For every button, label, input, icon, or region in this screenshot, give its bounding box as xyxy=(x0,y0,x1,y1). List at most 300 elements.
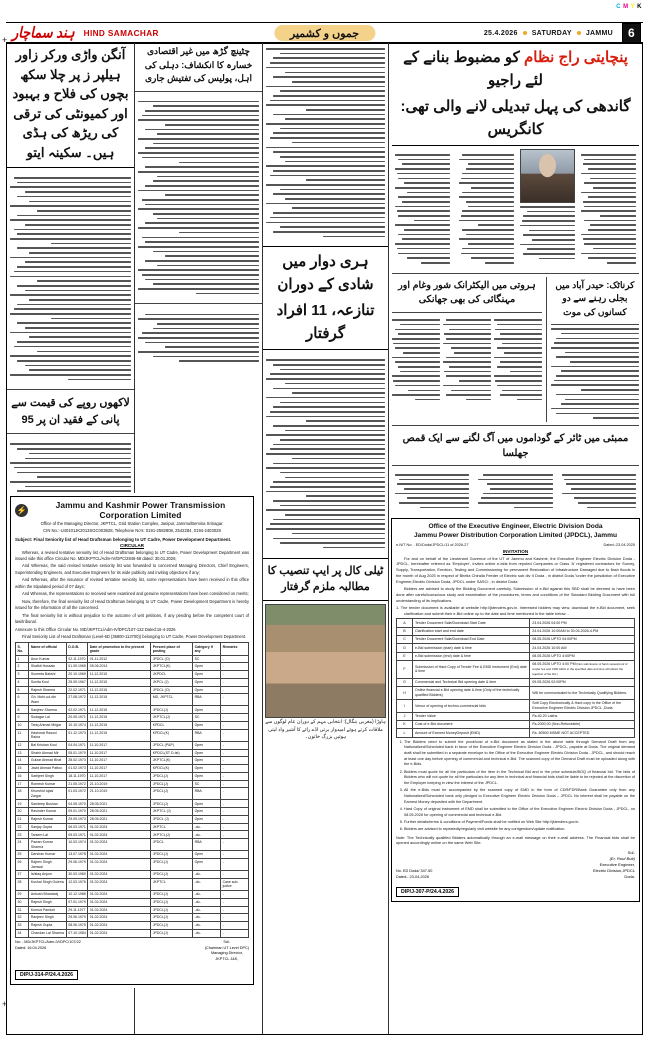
table-cell-1: Sandeep Bushan xyxy=(29,800,66,808)
table-cell-0: 19 xyxy=(16,800,29,808)
table-cell-0: 14 xyxy=(16,757,29,765)
table-cell-0: 6 xyxy=(16,694,29,706)
rule xyxy=(392,465,639,466)
table-cell-1: Kumud Pandoh xyxy=(29,906,66,914)
table-cell-5: -do- xyxy=(193,823,221,831)
table-cell-3: 01.02.2024 xyxy=(88,922,151,930)
table-row xyxy=(16,765,249,773)
lead-story-portrait-photo xyxy=(520,149,575,203)
table-cell-1: Gulzar Ahmad Bhat xyxy=(29,757,66,765)
table-cell-1: Javid Ahmad Pattoo xyxy=(29,765,66,773)
table-cell-6: - xyxy=(221,906,249,914)
lead-headline-line1 xyxy=(392,45,639,94)
jkptcl-footer xyxy=(15,940,249,963)
tender-term-6: 6. Bidders are advised to repeatedly/regularly visit website for any corrigendum/update notification. xyxy=(404,827,635,833)
table-row xyxy=(16,831,249,839)
table-cell-5: -do- xyxy=(193,878,221,890)
masthead-edition-badge: جموں و کشمیر xyxy=(274,25,375,41)
table-cell-2: 20.10.1969 xyxy=(66,671,88,679)
table-cell-1: Ishtiaq Anjum xyxy=(29,871,66,879)
table-cell-6: - xyxy=(221,851,249,859)
table-header-cell-4: Present place of posting xyxy=(151,643,193,655)
table-cell-4: JPDCL(J) xyxy=(151,788,193,800)
table-cell-2: 27.08.1972 xyxy=(66,694,88,706)
table-cell-4: JKPTCL(J) xyxy=(151,714,193,722)
jpdcl-note-1: Note: The Technically qualified Bidders automatically through an e-mail message on their e-mail address. The Financial bids shall be opened accordingly online on the same Web Site. xyxy=(396,834,635,846)
table-cell-6: - xyxy=(221,891,249,899)
secondary-headline-line1: ہری دوار میں شادی کے دوران xyxy=(277,253,374,293)
schedule-value: 09.05.2026 02:00PM xyxy=(530,678,635,686)
table-cell-0: 9 xyxy=(16,714,29,722)
table-cell-3: 11.10.2017 xyxy=(88,757,151,765)
table-cell-6: - xyxy=(221,749,249,757)
rule xyxy=(392,273,639,274)
table-cell-0: 33 xyxy=(16,922,29,930)
table-cell-3: 11.12.2015 xyxy=(88,714,151,722)
table-cell-4: JPDCL xyxy=(151,839,193,851)
table-row xyxy=(397,729,635,737)
table-cell-6: - xyxy=(221,839,249,851)
table-cell-4: KPDCL(K) xyxy=(151,729,193,741)
story-6-cols xyxy=(389,468,642,515)
table-row xyxy=(16,898,249,906)
table-cell-1: Sudagar Lal xyxy=(29,714,66,722)
table-cell-3: 11.12.2015 xyxy=(88,678,151,686)
rule xyxy=(551,324,639,325)
table-cell-2: 04.04.1971 xyxy=(66,741,88,749)
masthead-meta xyxy=(484,23,643,44)
jpdcl-advice: Bidders are advised to study the Bidding Document carefully. Submission of e-Bid against this SBD shall be deemed to have been done after careful/conscious study and examination of the procedures, terms and conditions of the Standard Bidding Document with full understanding of its implications. xyxy=(396,585,635,603)
table-header-row xyxy=(16,643,249,655)
table-cell-1: Khurshid Iqbal Zargar xyxy=(29,788,66,800)
table-cell-2: 01.03.1972 xyxy=(66,788,88,800)
masthead-city: JAMMU xyxy=(585,29,613,37)
schedule-key: A xyxy=(397,619,413,627)
table-row xyxy=(16,741,249,749)
table-cell-3: 01.02.2024 xyxy=(88,851,151,859)
table-cell-4: JPDCL(J) xyxy=(151,929,193,937)
table-cell-5: Open xyxy=(193,741,221,749)
table-cell-0: 3 xyxy=(16,671,29,679)
table-row xyxy=(16,815,249,823)
table-cell-4: JKPCL (J) xyxy=(151,678,193,686)
table-cell-2: 28.02.1973 xyxy=(66,757,88,765)
table-cell-6: - xyxy=(221,815,249,823)
table-cell-6: - xyxy=(221,694,249,706)
jkptcl-para-2: And Whereas, the said revised tentative seniority list was forwarded to concerned Managing Directors, Chief Engineers, Superintending Engineers, and Executive Engineers for its wide publicity and inviting objections if any; xyxy=(15,563,249,575)
table-cell-2: 10.12.1986 xyxy=(66,891,88,899)
masthead-day: SATURDAY xyxy=(531,29,572,37)
table-cell-6: - xyxy=(221,823,249,831)
table-cell-2: 08.06.1975 xyxy=(66,922,88,930)
schedule-label: Submission of Hard Copy of Tender Fee & EMD instrument (End) date & time xyxy=(413,660,530,678)
table-cell-3: 28.05.2021 xyxy=(88,800,151,808)
table-cell-6: - xyxy=(221,765,249,773)
column-2-headline: چٹینچ گڑھ میں غیر اقتصادی خسارہ کا انکشاف: دہلی کی اہل، پولیس کی تفتیش جاری xyxy=(144,46,253,83)
jpdcl-invitation-label: INVITATION xyxy=(502,549,529,555)
table-cell-5: Open xyxy=(193,851,221,859)
column-2-body xyxy=(135,95,262,301)
jkptcl-sign-title-3: JKPTCL J&K, xyxy=(215,957,239,962)
table-cell-1: Hashmat Rasool Raina xyxy=(29,729,66,741)
rule xyxy=(7,433,134,434)
registration-mark-tl: + xyxy=(2,35,8,45)
table-cell-6: - xyxy=(221,859,249,871)
jkptcl-list-caption: Final Seniority List of Head Draftsman (Level-6D (35800-113700)) belonging to UT Cadre, Power Development Department. xyxy=(22,634,247,640)
sub-story-right-text xyxy=(551,328,639,419)
table-cell-0: 27 xyxy=(16,871,29,879)
table-cell-3: 05.06.2014 xyxy=(88,663,151,671)
schedule-value: Will be communicated to the Technically Qualifying Bidders. xyxy=(530,686,635,699)
column-1-subheadline: لاکھوں روپے کی قیمت سے پانی کے فقید ان پر 95 xyxy=(11,397,130,426)
table-cell-2: 29.11.1977 xyxy=(66,906,88,914)
table-cell-6: - xyxy=(221,663,249,671)
schedule-label: Online financial e-Bid opening date & time (Only of the technically qualified Bidders) xyxy=(413,686,530,699)
table-cell-0: 34 xyxy=(16,929,29,937)
jpdcl-sign-title-1: Executive Engineer, xyxy=(599,862,635,868)
jkptcl-annexure: Annexure to this Office Circular No. MD/JKPTCL/Adm-IV/DPC/107-122 Dated:16-4-2026 xyxy=(15,626,176,632)
column-3-body-mid xyxy=(263,353,388,554)
cmyk-color-bar xyxy=(615,4,643,10)
table-cell-1: Rajesh Singh xyxy=(29,898,66,906)
lead-col-c xyxy=(520,148,575,270)
table-cell-5: -do- xyxy=(193,891,221,899)
jpdcl-item-1-text: The tender document is available at website http://jktenders.gov.in. Interested bidders may view, download the e-Bid document, seek clarification and submit their e-Bid online up to the date and time mentioned in the table below: - xyxy=(400,604,635,616)
table-cell-0: 5 xyxy=(16,686,29,694)
table-cell-4: KPDCL(ST D-Ist) xyxy=(151,749,193,757)
table-cell-1: Sanjeev Sharma xyxy=(29,706,66,714)
table-cell-6: Case sub-judice xyxy=(221,878,249,890)
table-cell-5: RBA xyxy=(193,694,221,706)
table-cell-2: 29.09.1973 xyxy=(66,815,88,823)
table-cell-4: JPDCL(J) xyxy=(151,914,193,922)
jpdcl-dip-number: DIP/J-307-P/24.4.2026 xyxy=(396,887,459,897)
table-cell-2: 01.09.1965 xyxy=(66,663,88,671)
table-cell-2: 01.12.1973 xyxy=(66,729,88,741)
masthead-urdu-logo: ہند سماچار xyxy=(12,23,75,42)
jpdcl-dated: Dated:-23.04.2025 xyxy=(603,543,635,548)
table-cell-4: JKPTCL(K) xyxy=(151,757,193,765)
table-cell-0: 22 xyxy=(16,823,29,831)
jpdcl-sign: Sd/- xyxy=(627,850,635,856)
table-row xyxy=(16,706,249,714)
table-cell-6: - xyxy=(221,706,249,714)
table-cell-1: Sanjay Gupta xyxy=(29,823,66,831)
table-cell-1: Sarbjeet Singh xyxy=(29,772,66,780)
jpdcl-note-3: Dated:- 23-04-2026 xyxy=(396,874,429,879)
schedule-value: Rs. 80500 MSME NOT ACCEPTED xyxy=(530,729,635,737)
table-cell-6: - xyxy=(221,686,249,694)
schedule-key: E xyxy=(397,652,413,660)
schedule-label: e-Bid submission (start) date & time xyxy=(413,644,530,652)
table-cell-6: - xyxy=(221,788,249,800)
sub-headline-row xyxy=(389,277,642,422)
schedule-label: Venue of opening of techno-commercial bids xyxy=(413,699,530,712)
table-cell-3: 01.02.2024 xyxy=(88,906,151,914)
table-cell-4: JPDCL(J) xyxy=(151,800,193,808)
sub-headline-6: ممبئی میں ٹائر کے گوداموں میں آگ لگنے سے ایک قمص جھلسا xyxy=(402,432,629,459)
table-row xyxy=(16,663,249,671)
table-row xyxy=(16,871,249,879)
table-cell-1: Ranjeev Singh xyxy=(29,914,66,922)
table-cell-4: KPDCL(K) xyxy=(151,765,193,773)
lead-col-d xyxy=(578,148,639,270)
table-cell-5: -do- xyxy=(193,929,221,937)
table-row xyxy=(397,644,635,652)
cmyk-m: M xyxy=(623,4,629,10)
table-cell-0: 23 xyxy=(16,831,29,839)
table-cell-3: 28.05.2021 xyxy=(88,808,151,816)
sub-headline-4: ہروتی میں الیکٹرانک شور وغام اور مہنگائی کی بھی جھانکی xyxy=(398,279,536,305)
jpdcl-intro: For and on behalf of the Lieutenant Governor of the UT of Jammu and Kashmir, the Executive Engineer Electric Division Doda - JPDCL, hereinafter referred as 'Employer', invites online e-bids from reputed Companies or Class 'A' registered contractors for Survey, Supply, Transportation, Erection, Testing and Commissioning for permanent Restoration of Infrastructure Damaged due to flash floods in the month of Aug 2025 in respect of Bhella Chiralla Feeder of Electric sub div II Doda , in district Doda."under the jurisdiction of Executive Engineer,Electric Division Doda, JPDCL under SASCI , in district Doda xyxy=(396,555,635,584)
table-cell-6: - xyxy=(221,831,249,839)
table-cell-0: 2 xyxy=(16,663,29,671)
schedule-label: Tender Value xyxy=(413,712,530,720)
table-cell-6: - xyxy=(221,929,249,937)
table-cell-4: JPDCL (P&P) xyxy=(151,741,193,749)
table-row xyxy=(16,686,249,694)
schedule-value: 08.05.2026 UPTO 04:00PM xyxy=(530,636,635,644)
table-row xyxy=(16,839,249,851)
table-cell-3: 01.02.2024 xyxy=(88,839,151,851)
table-cell-1: Tariq Ahmad Mirgar xyxy=(29,721,66,729)
jkptcl-footer-dated: Dated: 16.04.2026 xyxy=(15,945,47,950)
lead-col-b xyxy=(456,148,517,270)
schedule-label: e-Bid submission (end) date & time xyxy=(413,652,530,660)
table-cell-5: Open xyxy=(193,678,221,686)
table-cell-3: 01.02.2024 xyxy=(88,914,151,922)
lead-headline-block xyxy=(389,43,642,143)
table-row xyxy=(16,714,249,722)
jkptcl-para-4: And Whereas, the representations so received were examined and genuine representations have been considered on merits; xyxy=(22,591,249,597)
tender-term-1: 1. The Bidders need to submit the proof/cost of e-Bid document as stated in the above table through Demand Draft from any Nationalized/Scheduled bank in favor of the Executive Engineer Electric Division Doda - JPDCL, payable at Doda. The original demand draft shall be submitted in a separate envelope to the Office of the Executive Engineer Electric Division Doda - JPDCL, and should reach at least one day before opening of commercial and technical e-Bid. The scanned copy of the Demand Draft must be uploaded along with the e-Bids. xyxy=(404,740,635,768)
table-row xyxy=(16,859,249,871)
table-row xyxy=(16,808,249,816)
table-row xyxy=(397,699,635,712)
table-cell-3: 01.02.2024 xyxy=(88,898,151,906)
table-cell-3: 21.10.2019 xyxy=(88,780,151,788)
schedule-label: Commercial and Technical Bid opening date & time xyxy=(413,678,530,686)
column-right-block xyxy=(389,43,642,1034)
table-cell-2: 01.02.1973 xyxy=(66,765,88,773)
sub-story-left xyxy=(392,277,547,422)
table-cell-3: 01.02.2024 xyxy=(88,831,151,839)
jkptcl-footer-no: No: - MD/JKPTCL/Adm-IV/DPC/107/22 xyxy=(15,940,81,944)
table-row xyxy=(397,686,635,699)
middle-ad-headline: ٹیلی کال پر ایپ تنصیب کا مطالبہ ملزم گرفتار xyxy=(267,564,384,594)
table-cell-4: JKPDCL xyxy=(151,671,193,679)
jkptcl-dip-number: DIP/J-314-P/24.4.2026 xyxy=(15,970,78,980)
table-cell-5: SC xyxy=(193,780,221,788)
table-cell-5: -do- xyxy=(193,831,221,839)
jkptcl-advert-wrapper xyxy=(8,493,256,988)
tender-term-2: 2. Bidders must quote for all the particulars of the item in the Technical Bid and in the price schedule/BOQ of financial bid. The bids of Bidders who will not quote for all the particulars for any item in technical and financial bids shall be liable to be rejected at the discretion of the Employer keeping in view the interest of the JPDCL. xyxy=(404,770,635,787)
table-cell-5: -do- xyxy=(193,898,221,906)
table-cell-5: Open xyxy=(193,749,221,757)
jpdcl-sign-title-3: Doda. xyxy=(624,874,635,880)
table-cell-5: Open xyxy=(193,686,221,694)
jkptcl-signature-block xyxy=(205,940,249,963)
table-cell-4: JPDCL(J) xyxy=(151,859,193,871)
separator-dot-icon xyxy=(523,31,527,35)
schedule-value: 24.04.2026 10:00AM to 30.04.2026-4.PM xyxy=(530,627,635,635)
table-cell-5: RBA xyxy=(193,839,221,851)
table-cell-0: 25 xyxy=(16,851,29,859)
jpdcl-sign-title-2: Electric Division,JPDCL xyxy=(592,868,635,874)
table-cell-4: MD, JKPTCL xyxy=(151,694,193,706)
table-cell-1: Arun Kumar xyxy=(29,655,66,663)
table-cell-0: 12 xyxy=(16,741,29,749)
table-cell-5: Open xyxy=(193,815,221,823)
table-cell-6: - xyxy=(221,800,249,808)
cmyk-k: K xyxy=(637,4,642,10)
table-cell-5: Open xyxy=(193,706,221,714)
tender-term-5: 5. Further details/terms & conditions of Payment/Funds shall be notified on Web Site http://jktenders.gov.in. xyxy=(404,820,635,826)
table-row xyxy=(397,627,635,635)
table-cell-1: Rajesh Kumar xyxy=(29,815,66,823)
table-cell-6: - xyxy=(221,780,249,788)
table-cell-4: JPDCL(J) xyxy=(151,772,193,780)
table-cell-4: KPDCL xyxy=(151,721,193,729)
schedule-value-note: (Non submission of hard copies/proof of tender fee and CDR within in the specified date and time will attract the rejection of the bid.) xyxy=(532,662,628,676)
table-cell-2: 09.01.1970 xyxy=(66,808,88,816)
schedule-label: Tender Document Sale/Download Start Date xyxy=(413,619,530,627)
table-cell-0: 32 xyxy=(16,914,29,922)
table-cell-1: Tarsem Lal xyxy=(29,831,66,839)
table-cell-6: - xyxy=(221,741,249,749)
jpdcl-sign-name: (Er. Rouf Butt) xyxy=(609,856,635,862)
jkptcl-sign: Sd/- xyxy=(223,940,231,944)
table-cell-0: 29 xyxy=(16,891,29,899)
table-cell-1: Shabir Ahmad Mir xyxy=(29,749,66,757)
table-cell-6: - xyxy=(221,914,249,922)
table-cell-2: 29.06.1979 xyxy=(66,914,88,922)
page-number-badge: 6 xyxy=(622,23,641,44)
table-cell-4: JPDCL(J) xyxy=(151,922,193,930)
table-cell-6: - xyxy=(221,729,249,741)
rule xyxy=(392,145,639,146)
table-cell-2: 25.09.1967 xyxy=(66,678,88,686)
table-cell-1: Romesh Kumar xyxy=(29,780,66,788)
table-cell-2: 13.07.1978 xyxy=(66,851,88,859)
table-cell-2: 05.01.1970 xyxy=(66,749,88,757)
table-row xyxy=(16,780,249,788)
jkptcl-para-3: And Whereas, after the issuance of revised tentative seniority list, some representations have been received in this office within the stipulated period of 07 days; xyxy=(15,577,249,589)
table-cell-0: 30 xyxy=(16,898,29,906)
table-cell-2: 21.05.1972 xyxy=(66,780,88,788)
column-3-body-top xyxy=(263,43,388,243)
table-cell-6: - xyxy=(221,678,249,686)
table-cell-1: Suneeta Bakshi xyxy=(29,671,66,679)
table-cell-5: RBA xyxy=(193,729,221,741)
table-header-cell-0: S. No. xyxy=(16,643,29,655)
table-row xyxy=(16,929,249,937)
table-cell-0: 11 xyxy=(16,729,29,741)
table-row xyxy=(16,694,249,706)
sub-story-right xyxy=(551,277,639,422)
secondary-headline-box xyxy=(263,246,388,350)
table-cell-2: 10.03.1974 xyxy=(66,839,88,851)
table-cell-0: 21 xyxy=(16,815,29,823)
table-cell-1: Darshan Kumar xyxy=(29,851,66,859)
table-cell-5: Open xyxy=(193,772,221,780)
table-cell-2: 22.02.1971 xyxy=(66,686,88,694)
table-row xyxy=(397,721,635,729)
table-row xyxy=(397,660,635,678)
schedule-value: Rs.2000.00 (Non-Refundable) xyxy=(530,721,635,729)
table-cell-2: 06.03.1971 xyxy=(66,823,88,831)
table-cell-5: Open xyxy=(193,663,221,671)
table-cell-5: RBA xyxy=(193,788,221,800)
table-cell-3: 01.02.2024 xyxy=(88,823,151,831)
table-cell-1: Rajesh Gupta xyxy=(29,922,66,930)
table-cell-6: - xyxy=(221,714,249,722)
table-row xyxy=(16,878,249,890)
column-1-body xyxy=(7,171,134,386)
schedule-key: D xyxy=(397,644,413,652)
table-cell-0: 18 xyxy=(16,788,29,800)
table-cell-3: 01.02.2024 xyxy=(88,859,151,871)
table-cell-5: Open xyxy=(193,757,221,765)
jpdcl-note-2: No. ED Doda/ 347-50 xyxy=(396,868,433,873)
table-cell-6: - xyxy=(221,721,249,729)
table-cell-2: 02.11.1970 xyxy=(66,655,88,663)
table-cell-3: 11.12.2015 xyxy=(88,694,151,706)
table-cell-0: 15 xyxy=(16,765,29,773)
table-cell-0: 17 xyxy=(16,780,29,788)
table-cell-5: SC xyxy=(193,655,221,663)
schedule-value: 24.04.2026 10:00 AM xyxy=(530,644,635,652)
column-2-body-2 xyxy=(135,307,262,368)
sub-story-left-cols xyxy=(392,316,542,403)
table-cell-1: Rajeev Singh Jamwal xyxy=(29,859,66,871)
table-cell-4: JPDCL (O) xyxy=(151,655,193,663)
table-cell-5: -do- xyxy=(193,906,221,914)
table-cell-2: 29.06.1979 xyxy=(66,859,88,871)
lead-headline-red-part: پنچایتی راج نظام xyxy=(523,49,628,66)
cmyk-y: Y xyxy=(630,4,636,10)
table-row xyxy=(16,671,249,679)
table-cell-3: 01.02.2024 xyxy=(88,929,151,937)
table-cell-3: 21.10.2019 xyxy=(88,788,151,800)
schedule-label: Tender Document Sale/Download End Date xyxy=(413,636,530,644)
table-cell-3: 28.05.2021 xyxy=(88,815,151,823)
schedule-value: Soft Copy Electronically & Hard copy in the Office of the Executive Engineer Electric Division JPDCL ,Doda xyxy=(530,699,635,712)
table-cell-1: Pawan Kumar Sharma xyxy=(29,839,66,851)
table-cell-5: -do- xyxy=(193,914,221,922)
schedule-label: Amount of Earnest MoneyDeposit (EMD) xyxy=(413,729,530,737)
table-cell-5: -do- xyxy=(193,922,221,930)
schedule-value: 08.05.2026 UPTO 4:00 PM (Non submission of hard copies/proof of tender fee and CDR within in the specified date and time will attract the rejection of the bid.) xyxy=(530,660,635,678)
table-cell-3: 01.02.2024 xyxy=(88,891,151,899)
table-row xyxy=(16,906,249,914)
table-cell-0: 28 xyxy=(16,878,29,890)
table-cell-2: 07.01.1979 xyxy=(66,898,88,906)
bottom-photo xyxy=(265,604,386,718)
table-cell-1: Shafkit Hussain xyxy=(29,663,66,671)
jpdcl-schedule-table xyxy=(396,618,635,737)
schedule-key: B xyxy=(397,627,413,635)
table-cell-2: 20.05.1971 xyxy=(66,714,88,722)
schedule-key: L xyxy=(397,729,413,737)
jkptcl-title: Jammu and Kashmir Power Transmission Corporation Limited xyxy=(55,500,226,520)
table-cell-4: JPDCL(J) xyxy=(151,898,193,906)
jpdcl-office-line1: Office of the Executive Engineer, Electric Division Doda xyxy=(428,522,603,530)
table-cell-0: 4 xyxy=(16,678,29,686)
table-cell-3: 11.10.2017 xyxy=(88,765,151,773)
masthead-date: 25.4.2026 xyxy=(483,29,518,37)
schedule-key: F xyxy=(397,660,413,678)
